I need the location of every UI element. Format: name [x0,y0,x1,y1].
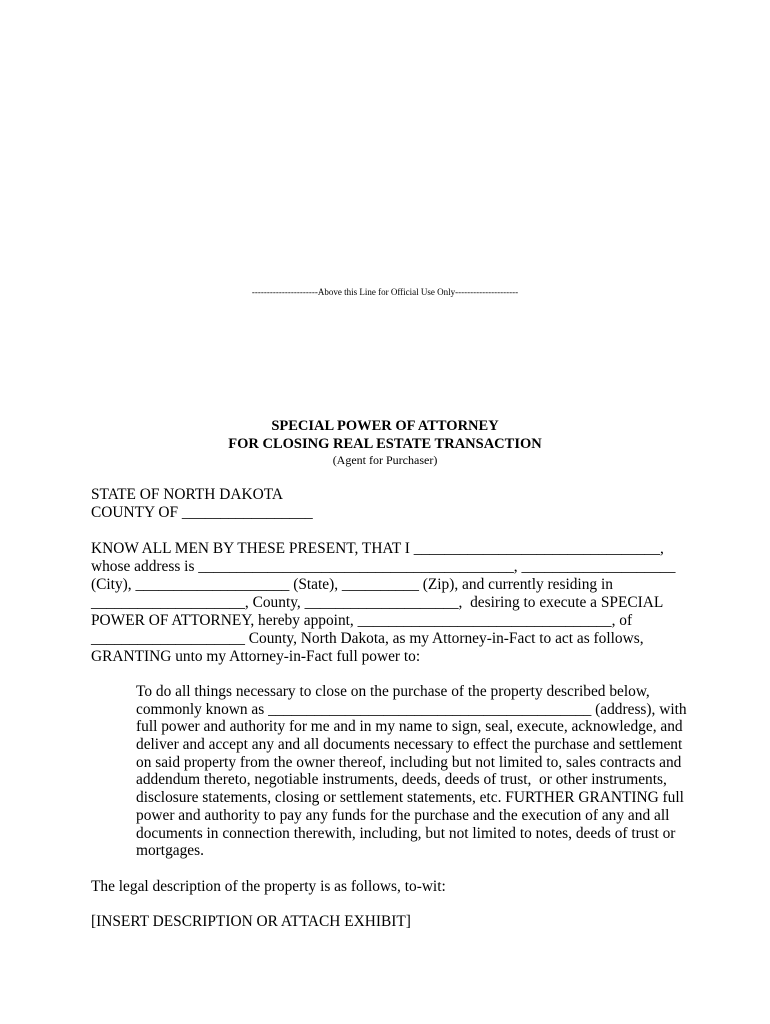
official-use-line: ----------------------Above this Line for Official Use Only--------------------- [251,287,519,297]
powers-line: on said property from the owner thereof, including but not limited to, sales contracts and [136,753,682,771]
powers-line: commonly known as __________________________________________ (address), with [136,700,687,718]
powers-line: To do all things necessary to close on the purchase of the property described below, [136,683,650,700]
powers-line: power and authority to pay any funds for the purchase and the execution of any and all [136,806,670,824]
appointment-line: (City), ____________________ (State), __________ (Zip), and currently residing in [91,576,613,593]
powers-line: deliver and accept any and all documents necessary to effect the purchase and settlement [136,736,683,754]
appointment-line: KNOW ALL MEN BY THESE PRESENT, THAT I ________________________________, [91,540,664,557]
legal-description-placeholder: [INSERT DESCRIPTION OR ATTACH EXHIBIT] [91,913,411,930]
appointment-line: ____________________ County, North Dakota, as my Attorney-in-Fact to act as follows, [91,630,644,647]
powers-line: full power and authority for me and in my name to sign, seal, execute, acknowledge, and [136,718,683,736]
appointment-line: GRANTING unto my Attorney-in-Fact full power to: [91,648,421,665]
powers-paragraph [136,683,687,860]
appointment-line: ____________________, County, ____________________, desiring to execute a SPECIAL [91,594,664,611]
document-subtitle: (Agent for Purchaser) [332,453,438,467]
document-title-line-1: SPECIAL POWER OF ATTORNEY [271,418,499,434]
appointment-line: POWER OF ATTORNEY, hereby appoint, _________________________________, of [91,612,633,629]
legal-description-intro: The legal description of the property is as follows, to-wit: [91,878,446,895]
appointment-line: whose address is _________________________________________, ____________________ [91,558,676,575]
powers-line: mortgages. [136,842,204,860]
document-title-line-2: FOR CLOSING REAL ESTATE TRANSACTION [228,436,542,452]
venue-state: STATE OF NORTH DAKOTA [91,486,283,503]
powers-line: documents in connection therewith, including, but not limited to notes, deeds of trust or [136,824,676,842]
powers-line: addendum thereto, negotiable instruments, deeds, deeds of trust, or other instruments, [136,771,667,789]
powers-line: disclosure statements, closing or settlement statements, etc. FURTHER GRANTING full [136,789,684,807]
appointment-paragraph [91,540,681,666]
venue-county: COUNTY OF _________________ [91,504,313,521]
